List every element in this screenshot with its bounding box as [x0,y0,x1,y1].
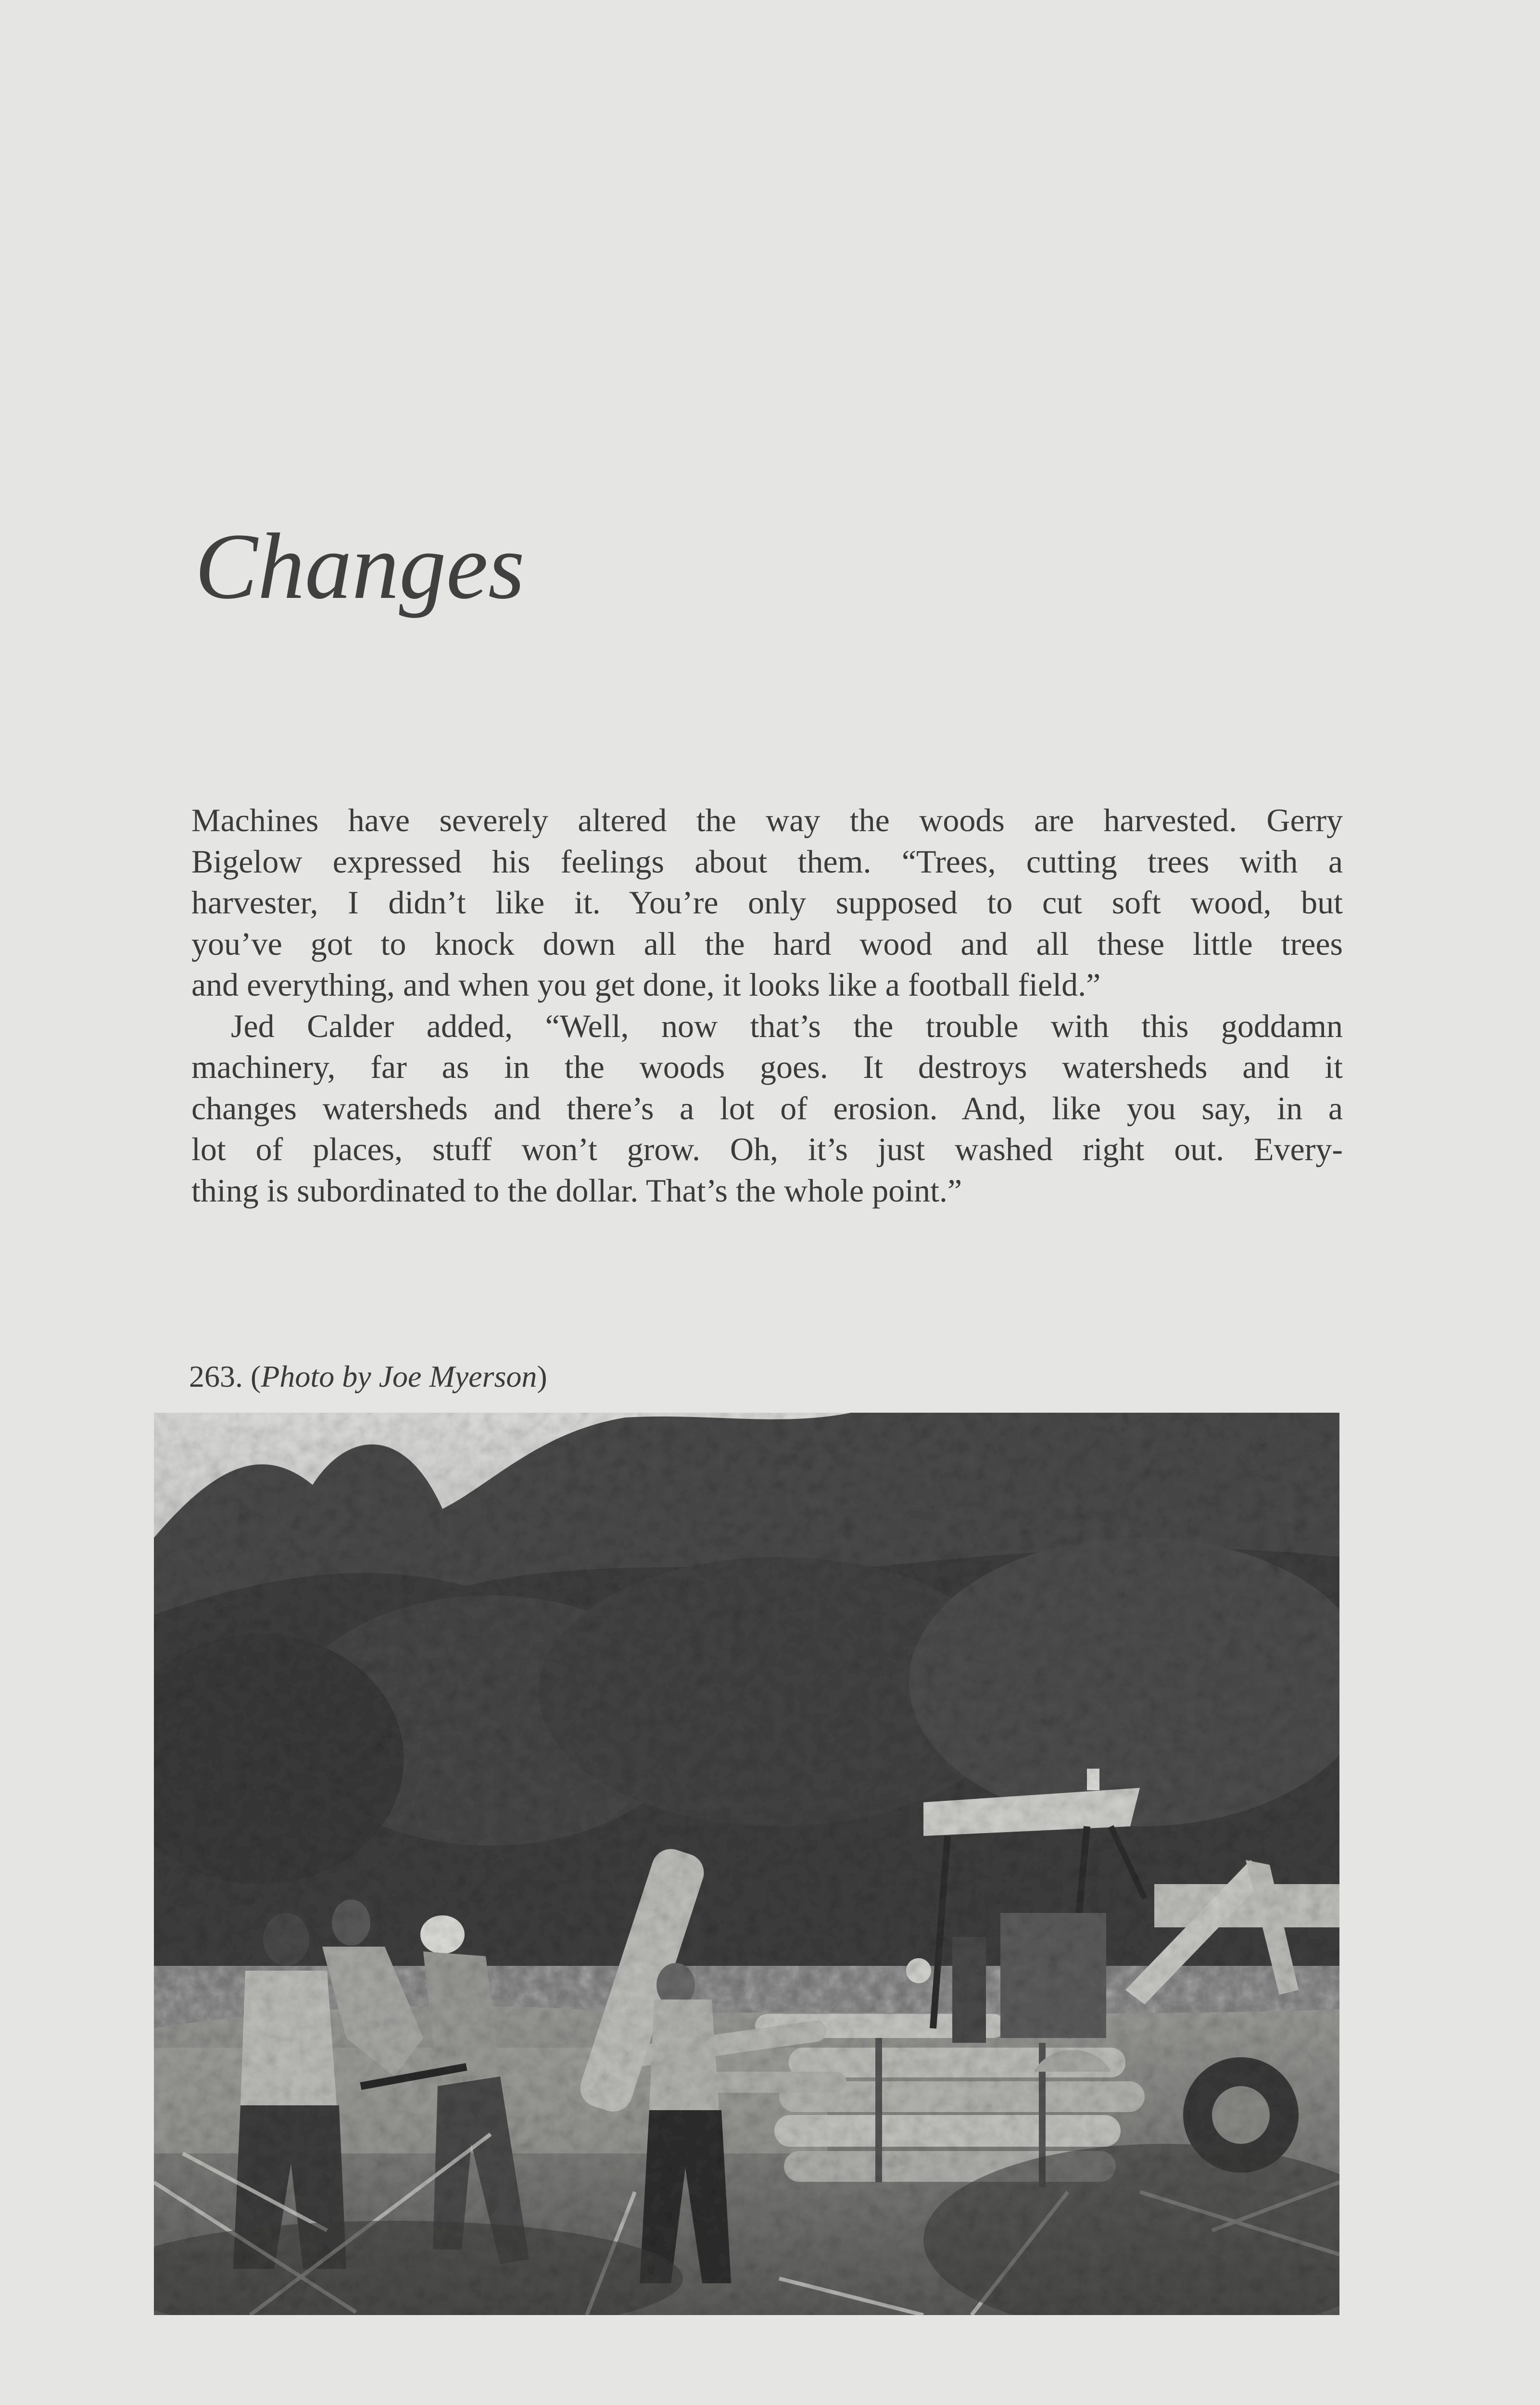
text-line: Bigelow expressed his feelings about them. “Trees, cutting trees with a [191,843,1343,880]
text-line: changes watersheds and there’s a lot of erosion. And, like you say, in a [191,1089,1343,1127]
paragraph-1 [191,800,1343,1006]
photo-credit: Photo by Joe Myerson [261,1359,537,1393]
text-line: you’ve got to knock down all the hard wood and all these little trees [191,925,1343,962]
figure-caption [189,1361,547,1392]
text-line: harvester, I didn’t like it. You’re only supposed to cut soft wood, but [191,884,1343,921]
credit-paren-open: ( [251,1359,261,1393]
text-line: lot of places, stuff won’t grow. Oh, it’s just washed right out. Every- [191,1131,1343,1167]
text-line: machinery, far as in the woods goes. It destroys watersheds and it [191,1049,1343,1085]
text-line: Machines have severely altered the way the woods are harvested. Gerry [191,802,1343,838]
figure-number: 263. [189,1359,243,1393]
text-line: and everything, and when you get done, it looks like a football field.” [191,966,1101,1003]
headlight [906,1958,931,1983]
body-text [191,800,1343,1211]
chapter-title: Changes [195,514,525,619]
credit-paren-close: ) [537,1359,547,1393]
text-line: thing is subordinated to the dollar. That’s the whole point.” [191,1172,962,1209]
photo-illustration [154,1413,1339,2315]
logging-photograph [154,1413,1339,2315]
text-line: Jed Calder added, “Well, now that’s the trouble with this goddamn [231,1007,1343,1044]
paragraph-2 [191,1006,1343,1212]
